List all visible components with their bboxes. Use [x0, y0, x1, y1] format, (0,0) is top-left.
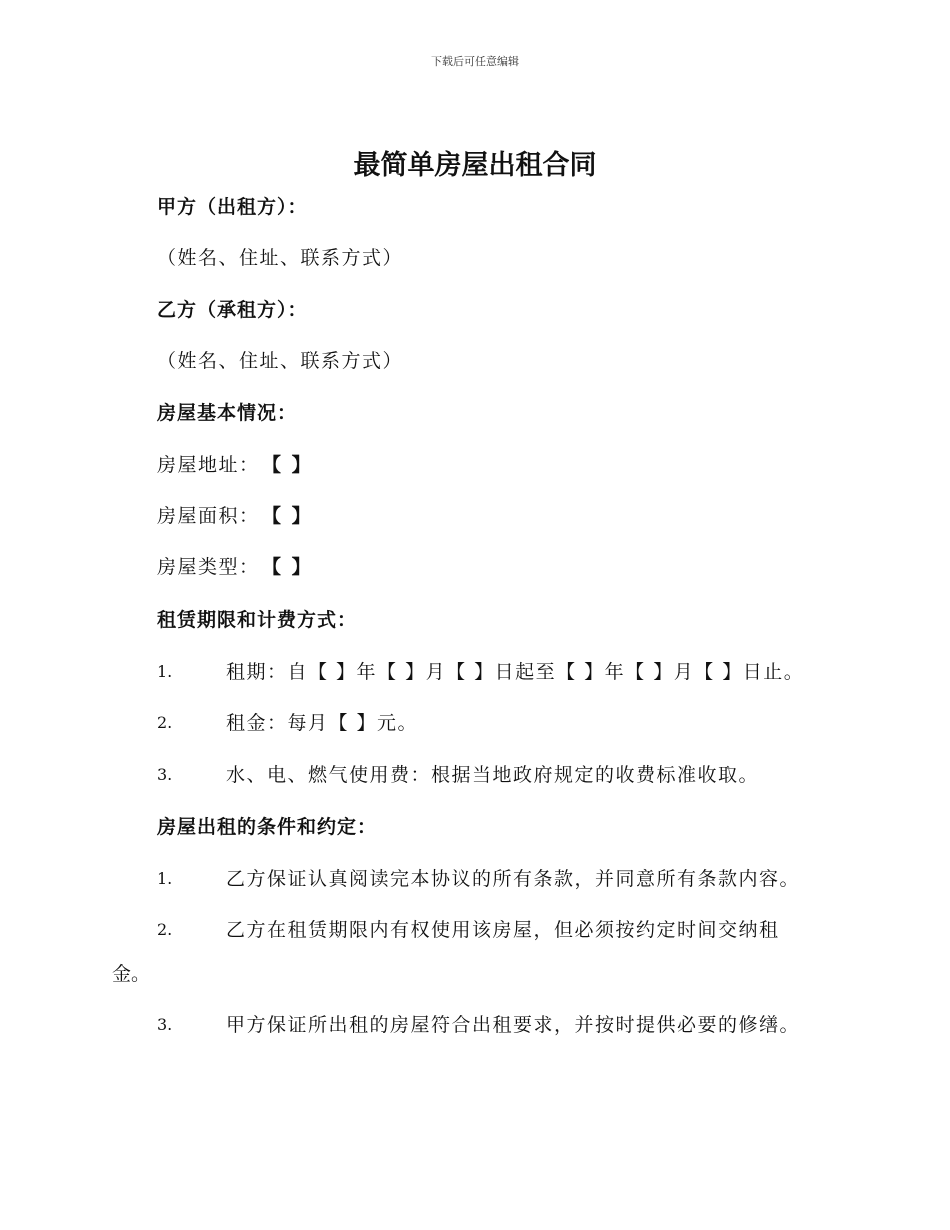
- condition-item-continuation: 金。: [112, 963, 151, 985]
- party-b-placeholder: （姓名、住址、联系方式）: [157, 350, 404, 372]
- property-area-label: 房屋面积：: [157, 505, 260, 527]
- property-address-line: [157, 451, 313, 479]
- party-a-placeholder: （姓名、住址、联系方式）: [157, 247, 404, 269]
- property-area-blank: 【 】: [271, 505, 313, 527]
- lease-item-number: 3.: [157, 765, 173, 784]
- condition-item-number: 3.: [157, 1015, 173, 1034]
- condition-item-text: 乙方在租赁期限内有权使用该房屋，但必须按约定时间交纳租: [226, 919, 780, 941]
- property-address-blank: 【 】: [271, 454, 313, 476]
- lease-item-text: 租金：每月【 】元。: [226, 712, 419, 734]
- property-area-line: [157, 502, 313, 530]
- property-type-line: [157, 553, 313, 581]
- property-heading: 房屋基本情况：: [157, 402, 298, 424]
- condition-item-text: 乙方保证认真阅读完本协议的所有条款，并同意所有条款内容。: [226, 868, 801, 890]
- property-address-label: 房屋地址：: [157, 454, 260, 476]
- condition-item-number: 2.: [157, 920, 173, 939]
- lease-item-number: 1.: [157, 662, 173, 681]
- lease-heading: 租赁期限和计费方式：: [157, 609, 358, 631]
- document-title: 最简单房屋出租合同: [353, 150, 597, 181]
- property-type-blank: 【 】: [271, 556, 313, 578]
- property-type-label: 房屋类型：: [157, 556, 260, 578]
- conditions-heading: 房屋出租的条件和约定：: [157, 816, 378, 838]
- condition-item-text: 甲方保证所出租的房屋符合出租要求，并按时提供必要的修缮。: [226, 1014, 801, 1036]
- condition-item-number: 1.: [157, 869, 173, 888]
- party-a-label: 甲方（出租方）：: [157, 196, 308, 218]
- page-header-note: 下载后可任意编辑: [431, 55, 519, 68]
- lease-item-text: 水、电、燃气使用费：根据当地政府规定的收费标准收取。: [226, 764, 760, 786]
- party-b-label: 乙方（承租方）：: [157, 299, 308, 321]
- lease-item-text: 租期：自【 】年【 】月【 】日起至【 】年【 】月【 】日止。: [226, 661, 805, 683]
- lease-item-number: 2.: [157, 713, 173, 732]
